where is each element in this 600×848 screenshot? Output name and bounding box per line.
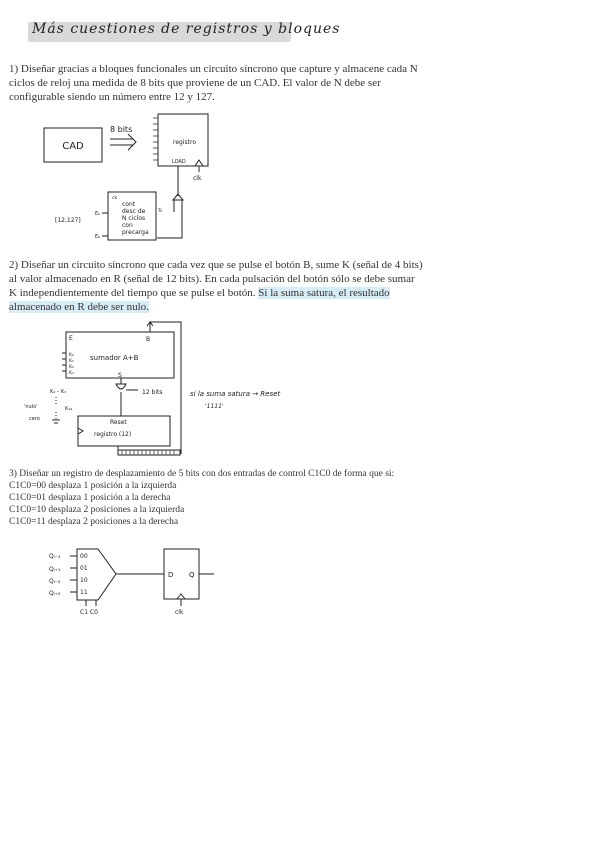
reset-label: Reset: [110, 419, 127, 426]
zero-label: 'nulo': [24, 404, 38, 410]
mux-code: 10: [80, 577, 88, 584]
load-label: LOAD: [172, 159, 186, 165]
diagram-2: [24, 322, 280, 455]
mux-code: 11: [80, 589, 88, 596]
question-2-highlight: Si la suma satura, el resultado almacenado en R debe ser nulo.: [9, 287, 390, 313]
ground-symbol: [52, 420, 60, 423]
k-input-label: K₃: [69, 371, 74, 376]
ck-label: ck: [112, 196, 118, 201]
mux-input-wires: [70, 556, 77, 592]
bus-arrow: [110, 134, 136, 150]
k-range-label: K₀ – K₃: [50, 389, 67, 395]
diagram-1: [44, 114, 208, 240]
cero-label: cero: [29, 416, 40, 422]
clock-triangle: [195, 160, 203, 166]
counter-line: cont: [122, 201, 136, 208]
counter-line: precarga: [122, 229, 149, 236]
saturation-note: si la suma satura → Reset: [190, 390, 281, 398]
mux-input-label: Qᵢ₊₁: [49, 566, 61, 573]
select-label: C1 C0: [80, 609, 98, 616]
adder-label: sumador A+B: [90, 354, 139, 362]
question-3-line: C1C0=11 desplaza 2 posiciones a la derecha: [9, 517, 179, 527]
q-label: Q: [189, 571, 195, 579]
clock-triangle: [78, 428, 83, 434]
k-input-label: K₀: [69, 353, 74, 358]
mux-input-label: Qᵢ₊₂: [49, 590, 61, 597]
e-label: E: [69, 335, 73, 342]
mux-input-label: Qᵢ₋₁: [49, 553, 61, 560]
diagram-3: [49, 549, 214, 616]
question-3-line: 3) Diseñar un registro de desplazamiento de 5 bits con dos entradas de control C1C0 de forma que si:: [9, 469, 395, 479]
mux-input-label: Qᵢ₋₂: [49, 578, 61, 585]
question-3-line: C1C0=01 desplaza 1 posición a la derecha: [9, 493, 171, 503]
tc-label: Tc: [158, 209, 163, 214]
question-1: 1) Diseñar gracias a bloques funcionales un circuito síncrono que capture y almacene cada N ciclos de reloj una medida de 8 bits que proviene de un CAD. El valor de N debe ser configurable siendo un número entre 12 y 127.: [9, 63, 418, 103]
nor-gate: [116, 384, 126, 389]
counter-line: N ciclos: [122, 215, 146, 222]
data-input-ticks: [153, 118, 158, 160]
s-label: S: [118, 372, 122, 379]
clock-triangle: [177, 594, 185, 599]
question-3-line: C1C0=10 desplaza 2 posiciones a la izquierda: [9, 505, 185, 515]
r-bits-label: 12 bits: [142, 389, 163, 396]
b-label: B: [146, 336, 151, 343]
e0-label: E₀: [95, 211, 101, 217]
counter-line: con: [122, 222, 133, 229]
e6-label: E₆: [95, 234, 101, 240]
clk-label: clk: [175, 609, 184, 616]
k-input-label: K₁: [69, 359, 74, 364]
k-input-label: K₂: [69, 365, 74, 370]
clk-label: clk: [193, 175, 202, 182]
page-title: Más cuestiones de registros y bloques: [32, 21, 341, 37]
range-label: [12,127]: [55, 217, 81, 224]
register-r-label: registro (12): [94, 431, 132, 438]
k-input-wires: [62, 353, 66, 371]
question-2-text: 2) Diseñar un circuito síncrono que cada vez que se pulse el botón B, sume K (señal de 4 bits) al valor almacenado en R (señal de 12 bits). En cada pulsación del botón sólo se debe sumar K independientemente del tiempo que se pulse el botón.: [9, 259, 423, 299]
select-wires: [86, 600, 96, 606]
output-bus: [118, 450, 180, 455]
mux-code: 00: [80, 553, 88, 560]
cad-label: CAD: [62, 141, 84, 152]
counter-line: desc de: [122, 208, 146, 215]
output-bus-lines: [122, 450, 174, 455]
d-label: D: [168, 571, 174, 579]
bus-width-label: 8 bits: [110, 125, 133, 134]
k12-label: K₁₂: [65, 406, 73, 412]
mux-code: 01: [80, 565, 88, 572]
tc-wire: [157, 200, 182, 238]
feedback-wire: [150, 322, 181, 454]
saturation-code: '1111': [205, 403, 224, 410]
register-label: registro: [173, 139, 196, 146]
preload-inputs: [102, 213, 108, 236]
question-3-line: C1C0=00 desplaza 1 posición a la izquierda: [9, 481, 177, 491]
